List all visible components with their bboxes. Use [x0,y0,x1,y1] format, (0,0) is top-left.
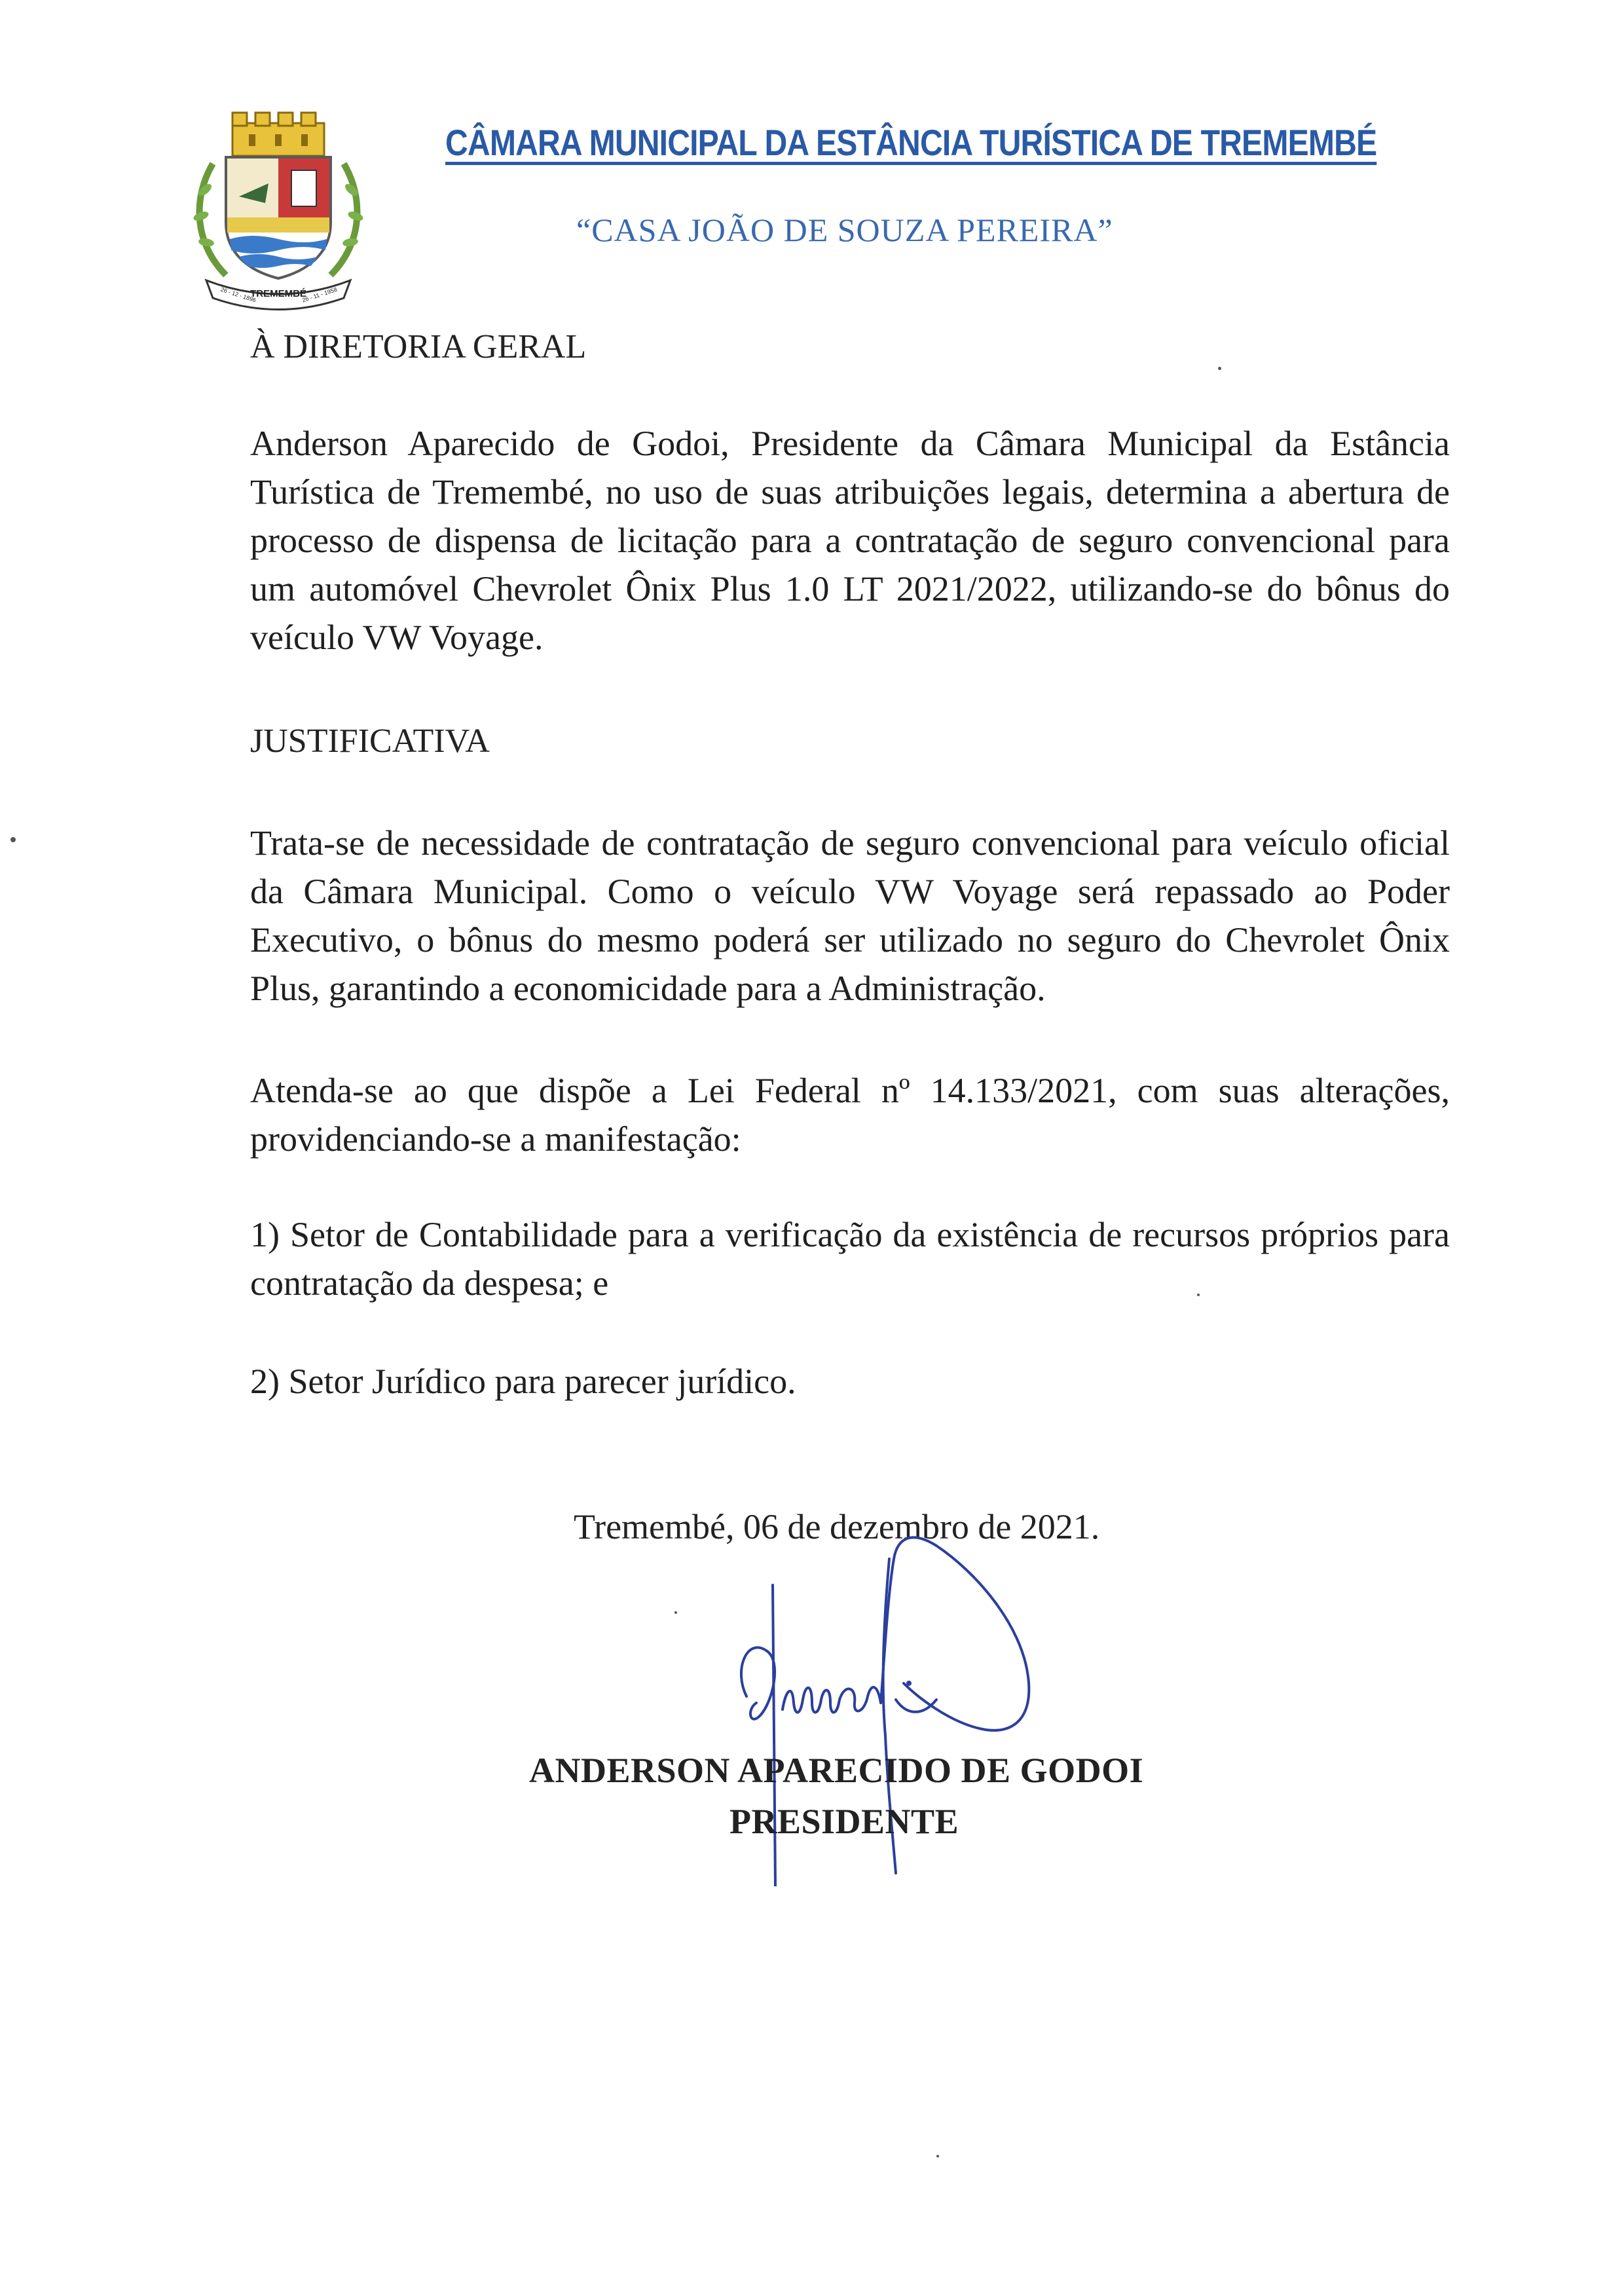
signer-name: ANDERSON APARECIDO DE GODOI [529,1751,1144,1790]
list-item: 1) Setor de Contabilidade para a verificação da existência de recursos próprios para contratação da despesa; e [250,1215,1450,1303]
signer-role: PRESIDENTE [729,1802,959,1841]
scan-speck [674,1611,677,1614]
justification-heading: JUSTIFICATIVA [250,722,490,760]
crest-ribbon-text: TREMEMBÉ [250,288,306,299]
recipient-heading: À DIRETORIA GERAL [250,328,587,365]
list-item: 2) Setor Jurídico para parecer jurídico. [250,1362,796,1401]
municipal-coat-of-arms-icon [187,111,370,314]
crest-date-right: 26 - 11 - 1958 [301,286,338,304]
intro-paragraph: Anderson Aparecido de Godoi, Presidente da Câmara Municipal da Estância Turística de Tremembé, no uso de suas atribuições legais, determina a abertura de processo de dispensa de licitação para a contratação de seguro convencional para um automóvel Chevrolet Ônix Plus 1.0 LT 2021/2022, utilizando-se do bônus do veículo VW Voyage. [250,424,1450,657]
scan-speck [936,2155,939,2157]
justification-paragraph: Trata-se de necessidade de contratação de seguro convencional para veículo oficial da Câmara Municipal. Como o veículo VW Voyage será repassado ao Poder Executivo, o bônus do mesmo poderá ser utilizado no seguro do Chevrolet Ônix Plus, garantindo a economicidade para a Administração. [250,823,1450,1008]
scan-speck [1218,367,1221,370]
place-date: Tremembé, 06 de dezembro de 2021. [574,1507,1100,1546]
crest-date-left: 26 - 12 - 1896 [219,286,257,304]
law-paragraph: Atenda-se ao que dispõe a Lei Federal nº 14.133/2021, com suas alterações, providenciando-se a manifestação: [250,1071,1450,1159]
institution-title: CÂMARA MUNICIPAL DA ESTÂNCIA TURÍSTICA DE TREMEMBÉ [445,122,1377,163]
institution-subtitle: “CASA JOÃO DE SOUZA PEREIRA” [576,212,1113,248]
scan-speck [1197,1294,1200,1296]
scan-speck [10,837,16,842]
